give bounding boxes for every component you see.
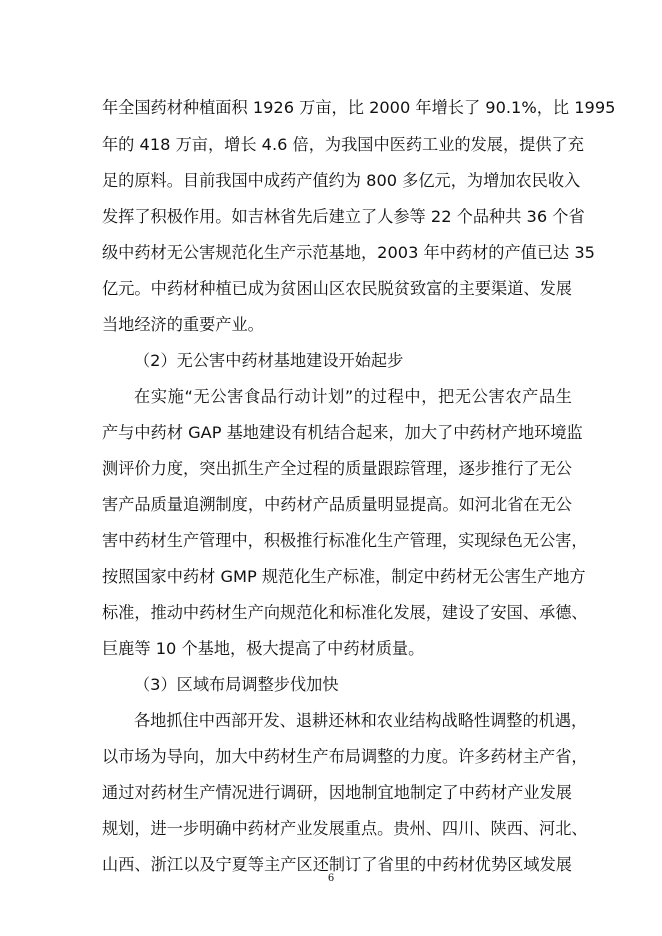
paragraph-line: 规划，进一步明确中药材产业发展重点。贵州、四川、陕西、河北、 <box>102 819 588 838</box>
paragraph-line: 标准，推动中药材生产向规范化和标准化发展，建设了安国、承德、 <box>102 603 588 622</box>
paragraph-line: 各地抓住中西部开发、退耕还林和农业结构战略性调整的机遇， <box>134 711 588 730</box>
paragraph-line: 在实施“无公害食品行动计划”的过程中，把无公害农产品生 <box>134 387 572 406</box>
paragraph-line: 按照国家中药材 GMP 规范化生产标准，制定中药材无公害生产地方 <box>102 567 586 586</box>
paragraph-line: 足的原料。目前我国中成药产值约为 800 多亿元，为增加农民收入 <box>102 171 581 190</box>
paragraph-line: 通过对药材生产情况进行调研，因地制宜地制定了中药材产业发展 <box>102 783 572 802</box>
page-number: 6 <box>327 873 335 884</box>
section-heading: （2）无公害中药材基地建设开始起步 <box>134 351 404 370</box>
paragraph-line: 级中药材无公害规范化生产示范基地，2003 年中药材的产值已达 35 <box>102 243 595 262</box>
paragraph-line: 年的 418 万亩，增长 4.6 倍，为我国中医药工业的发展，提供了充 <box>102 135 584 154</box>
paragraph-line: 年全国药材种植面积 1926 万亩，比 2000 年增长了 90.1%，比 1995 <box>102 98 616 117</box>
paragraph-line: 害中药材生产管理中，积极推行标准化生产管理，实现绿色无公害， <box>102 531 588 550</box>
paragraph-line: 当地经济的重要产业。 <box>102 315 264 334</box>
paragraph-line: 产与中药材 GAP 基地建设有机结合起来，加大了中药材产地环境监 <box>102 423 583 442</box>
paragraph-line: 发挥了积极作用。如吉林省先后建立了人参等 22 个品种共 36 个省 <box>102 207 585 226</box>
paragraph-line: 山西、浙江以及宁夏等主产区还制订了省里的中药材优势区域发展 <box>102 855 572 874</box>
paragraph-line: 亿元。中药材种植已成为贫困山区农民脱贫致富的主要渠道、发展 <box>102 279 572 298</box>
section-heading: （3）区域布局调整步伐加快 <box>134 675 339 694</box>
paragraph-line: 巨鹿等 10 个基地，极大提高了中药材质量。 <box>102 639 425 658</box>
paragraph-line: 害产品质量追溯制度，中药材产品质量明显提高。如河北省在无公 <box>102 495 572 514</box>
paragraph-line: 以市场为导向，加大中药材生产布局调整的力度。许多药材主产省， <box>102 747 588 766</box>
paragraph-line: 测评价力度，突出抓生产全过程的质量跟踪管理，逐步推行了无公 <box>102 459 572 478</box>
